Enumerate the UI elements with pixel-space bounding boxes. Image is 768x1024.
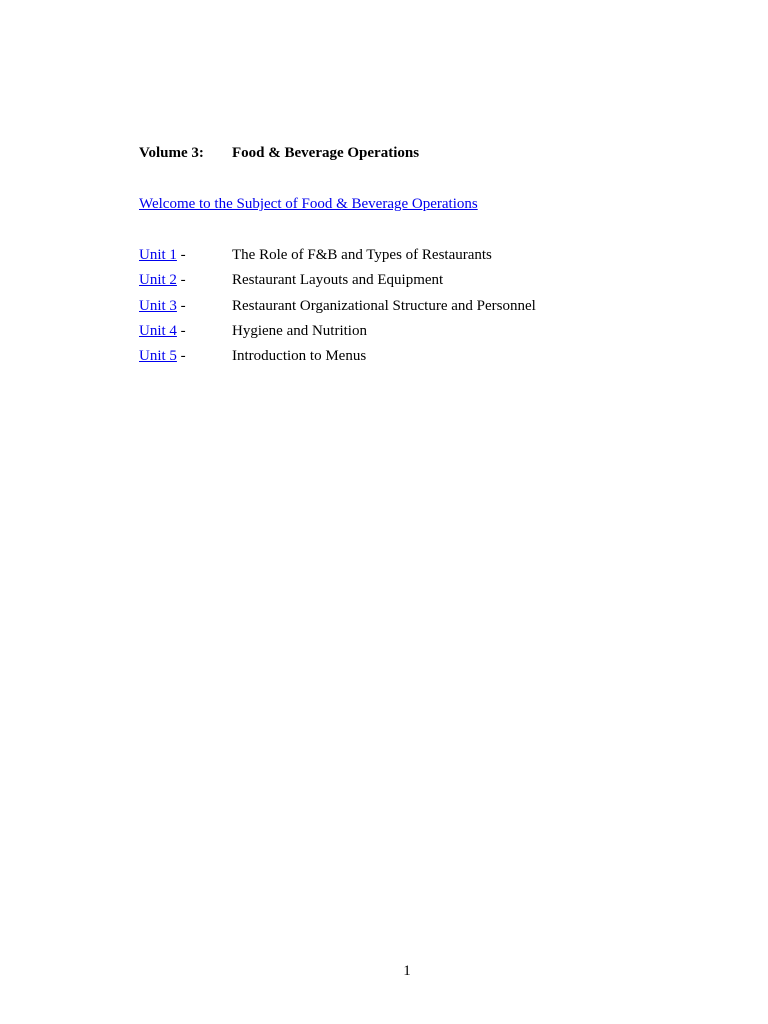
- unit-list-item: [139, 297, 536, 322]
- unit-label: [139, 246, 232, 264]
- unit-1-link[interactable]: Unit 1: [139, 247, 177, 263]
- unit-2-link[interactable]: Unit 2: [139, 272, 177, 289]
- page-number: 1: [403, 963, 411, 979]
- unit-title: Restaurant Layouts and Equipment: [232, 272, 444, 289]
- unit-label: [139, 347, 232, 365]
- unit-list-item: [139, 246, 536, 271]
- unit-list-item: [139, 347, 536, 372]
- unit-label: [139, 297, 232, 315]
- unit-separator: -: [176, 247, 186, 263]
- unit-separator: -: [176, 297, 186, 314]
- unit-separator: -: [176, 322, 186, 339]
- unit-3-link[interactable]: Unit 3: [139, 297, 177, 314]
- welcome-line: [139, 196, 478, 213]
- unit-5-link[interactable]: Unit 5: [139, 348, 177, 365]
- unit-list-item: [139, 322, 536, 347]
- unit-list: [139, 246, 536, 372]
- unit-title: Hygiene and Nutrition: [232, 322, 367, 339]
- unit-label: [139, 322, 232, 340]
- unit-title: Introduction to Menus: [232, 348, 367, 365]
- welcome-link[interactable]: Welcome to the Subject of Food & Beverage Operations: [139, 196, 478, 212]
- unit-separator: -: [176, 348, 186, 365]
- unit-separator: -: [176, 272, 186, 289]
- volume-heading: [139, 145, 419, 162]
- unit-label: [139, 271, 232, 289]
- unit-title: The Role of F&B and Types of Restaurants: [232, 247, 492, 263]
- unit-title: Restaurant Organizational Structure and Personnel: [232, 297, 536, 314]
- unit-list-item: [139, 271, 536, 296]
- unit-4-link[interactable]: Unit 4: [139, 322, 177, 339]
- volume-title: Food & Beverage Operations: [232, 145, 420, 161]
- volume-label: Volume 3:: [139, 145, 204, 161]
